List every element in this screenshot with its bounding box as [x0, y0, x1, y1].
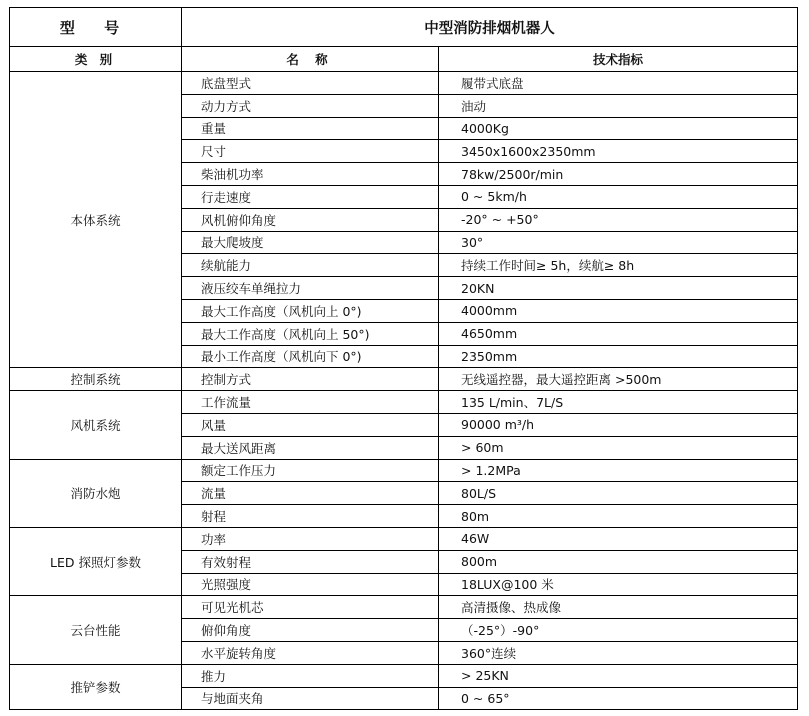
spec-table-body [10, 8, 798, 710]
param-spec-cell: 0 ~ 5km/h [439, 185, 798, 208]
param-name-cell: 与地面夹角 [182, 687, 439, 710]
model-value: 中型消防排烟机器人 [182, 8, 798, 47]
param-spec-cell: > 1.2MPa [439, 459, 798, 482]
param-spec-cell: （-25°）-90° [439, 619, 798, 642]
table-row [10, 368, 798, 391]
param-spec-cell: 油动 [439, 94, 798, 117]
category-cell: 消防水炮 [10, 459, 182, 527]
table-row [10, 391, 798, 414]
param-name-cell: 最小工作高度（风机向下 0°) [182, 345, 439, 368]
param-name-cell: 有效射程 [182, 550, 439, 573]
param-spec-cell: 高清摄像、热成像 [439, 596, 798, 619]
table-row [10, 459, 798, 482]
param-spec-cell: 78kw/2500r/min [439, 163, 798, 186]
param-spec-cell: 360°连续 [439, 641, 798, 664]
category-cell: 控制系统 [10, 368, 182, 391]
param-name-cell: 光照强度 [182, 573, 439, 596]
header-category: 类 别 [10, 47, 182, 72]
category-cell: 风机系统 [10, 391, 182, 459]
table-row [10, 527, 798, 550]
param-name-cell: 液压绞车单绳拉力 [182, 277, 439, 300]
param-name-cell: 最大工作高度（风机向上 0°) [182, 299, 439, 322]
param-spec-cell: 4650mm [439, 322, 798, 345]
param-name-cell: 续航能力 [182, 254, 439, 277]
param-name-cell: 射程 [182, 505, 439, 528]
header-spec: 技术指标 [439, 47, 798, 72]
title-row [10, 8, 798, 47]
param-name-cell: 风量 [182, 413, 439, 436]
param-name-cell: 重量 [182, 117, 439, 140]
param-name-cell: 尺寸 [182, 140, 439, 163]
param-name-cell: 控制方式 [182, 368, 439, 391]
param-name-cell: 最大工作高度（风机向上 50°) [182, 322, 439, 345]
param-spec-cell: 4000mm [439, 299, 798, 322]
category-cell: 推铲参数 [10, 664, 182, 710]
param-spec-cell: 无线遥控器，最大遥控距离 >500m [439, 368, 798, 391]
param-spec-cell: > 25KN [439, 664, 798, 687]
param-spec-cell: 0 ~ 65° [439, 687, 798, 710]
param-spec-cell: 800m [439, 550, 798, 573]
category-cell: 本体系统 [10, 72, 182, 368]
param-spec-cell: 20KN [439, 277, 798, 300]
param-spec-cell: 80L/S [439, 482, 798, 505]
param-name-cell: 柴油机功率 [182, 163, 439, 186]
param-spec-cell: -20° ~ +50° [439, 208, 798, 231]
param-spec-cell: 80m [439, 505, 798, 528]
param-spec-cell: > 60m [439, 436, 798, 459]
param-spec-cell: 30° [439, 231, 798, 254]
param-name-cell: 推力 [182, 664, 439, 687]
table-row [10, 664, 798, 687]
table-row [10, 596, 798, 619]
spec-table [9, 7, 798, 710]
param-name-cell: 可见光机芯 [182, 596, 439, 619]
header-name: 名 称 [182, 47, 439, 72]
param-name-cell: 工作流量 [182, 391, 439, 414]
param-name-cell: 水平旋转角度 [182, 641, 439, 664]
param-spec-cell: 4000Kg [439, 117, 798, 140]
param-spec-cell: 2350mm [439, 345, 798, 368]
param-name-cell: 最大送风距离 [182, 436, 439, 459]
param-name-cell: 行走速度 [182, 185, 439, 208]
param-name-cell: 底盘型式 [182, 72, 439, 95]
header-row [10, 47, 798, 72]
param-name-cell: 流量 [182, 482, 439, 505]
param-name-cell: 俯仰角度 [182, 619, 439, 642]
param-name-cell: 功率 [182, 527, 439, 550]
param-spec-cell: 持续工作时间≥ 5h，续航≥ 8h [439, 254, 798, 277]
param-spec-cell: 履带式底盘 [439, 72, 798, 95]
category-cell: 云台性能 [10, 596, 182, 664]
param-name-cell: 额定工作压力 [182, 459, 439, 482]
param-name-cell: 最大爬坡度 [182, 231, 439, 254]
param-spec-cell: 46W [439, 527, 798, 550]
param-name-cell: 风机俯仰角度 [182, 208, 439, 231]
param-name-cell: 动力方式 [182, 94, 439, 117]
param-spec-cell: 3450x1600x2350mm [439, 140, 798, 163]
category-cell: LED 探照灯参数 [10, 527, 182, 595]
param-spec-cell: 18LUX@100 米 [439, 573, 798, 596]
param-spec-cell: 90000 m³/h [439, 413, 798, 436]
param-spec-cell: 135 L/min、7L/S [439, 391, 798, 414]
table-row [10, 72, 798, 95]
model-label: 型 号 [10, 8, 182, 47]
